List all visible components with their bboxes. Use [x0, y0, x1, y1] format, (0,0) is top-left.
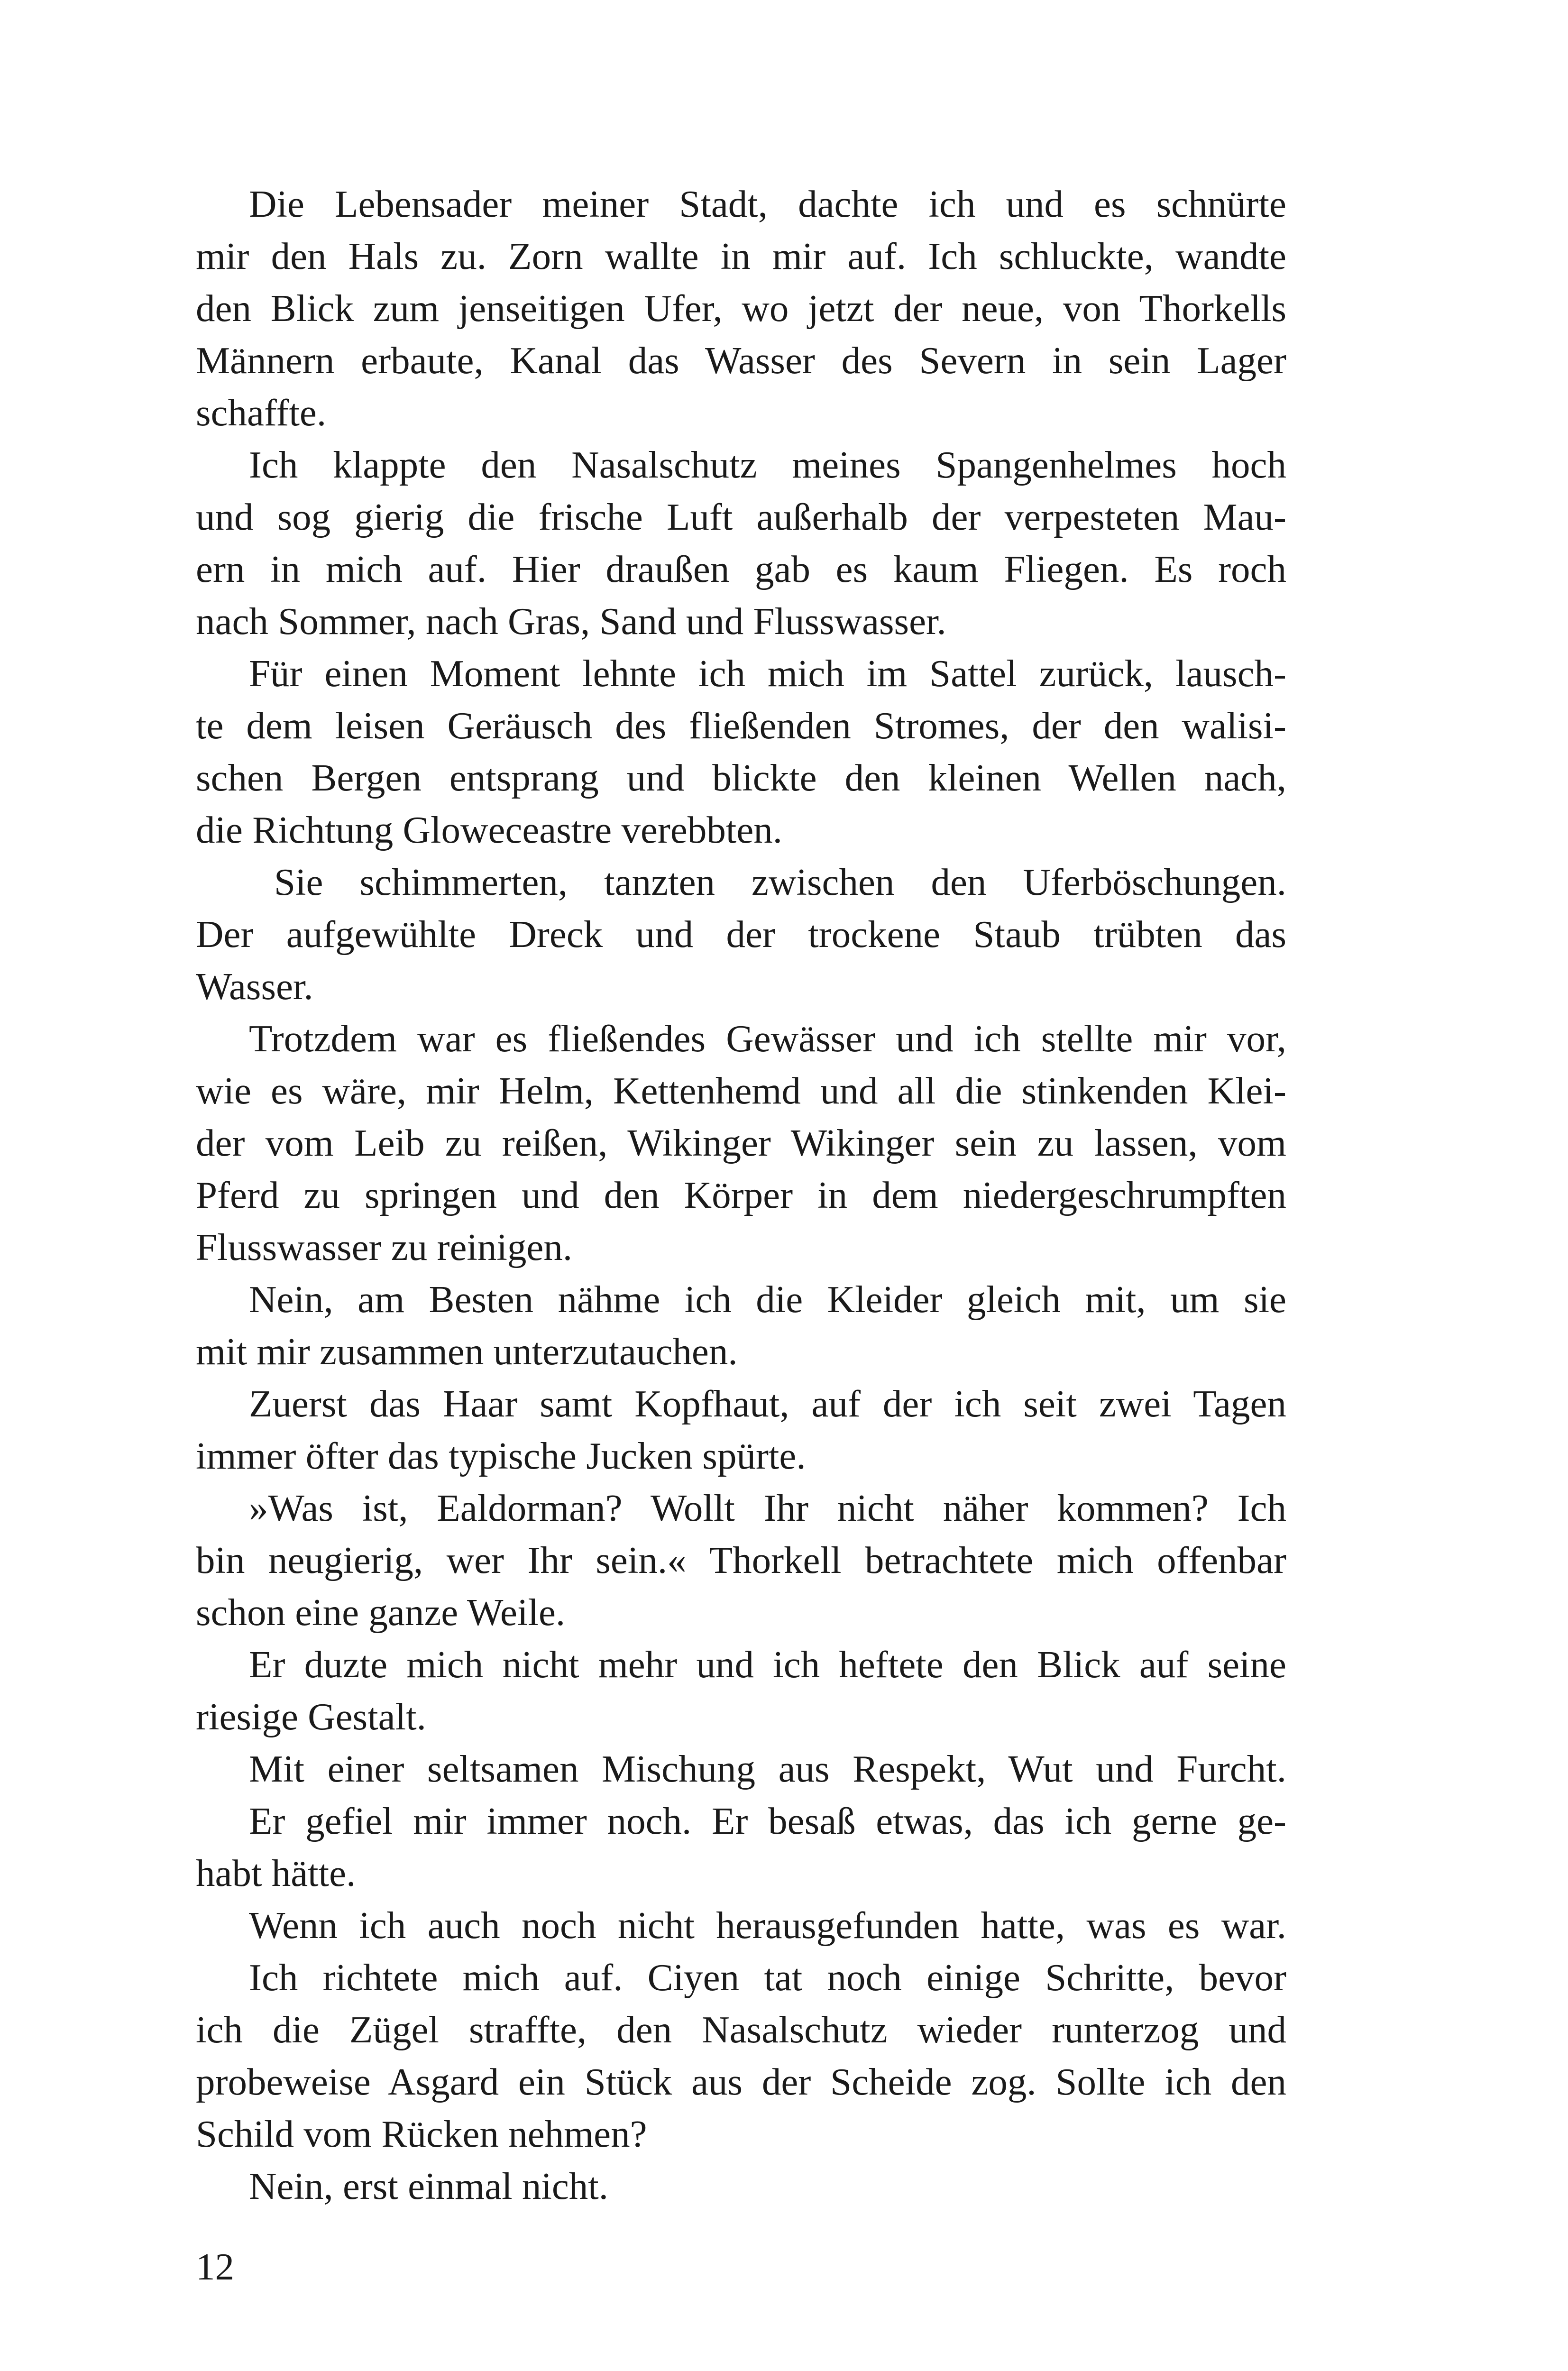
- text-line: wie es wäre, mir Helm, Kettenhemd und all die stinkenden Klei-: [196, 1069, 1286, 1112]
- text-line: nach Sommer, nach Gras, Sand und Flusswasser.: [196, 600, 946, 643]
- page-number: 12: [196, 2245, 234, 2288]
- text-line: Pferd zu springen und den Körper in dem niedergeschrumpften: [196, 1174, 1286, 1216]
- text-line: Schild vom Rücken nehmen?: [196, 2113, 647, 2155]
- text-line: Wenn ich auch noch nicht herausgefunden hatte, was es war.: [249, 1904, 1286, 1947]
- text-line: Mit einer seltsamen Mischung aus Respekt, Wut und Furcht.: [249, 1747, 1286, 1790]
- text-line: ich die Zügel straffte, den Nasalschutz wieder runterzog und: [196, 2008, 1286, 2051]
- text-line: Der aufgewühlte Dreck und der trockene Staub trübten das: [196, 913, 1286, 956]
- text-line: schen Bergen entsprang und blickte den kleinen Wellen nach,: [196, 756, 1286, 799]
- text-line: die Richtung Gloweceastre verebbten.: [196, 809, 783, 851]
- text-line: Er duzte mich nicht mehr und ich heftete den Blick auf seine: [249, 1643, 1286, 1686]
- text-line: Für einen Moment lehnte ich mich im Sattel zurück, lausch-: [249, 652, 1286, 695]
- text-line: schon eine ganze Weile.: [196, 1591, 566, 1634]
- text-line: ern in mich auf. Hier draußen gab es kaum Fliegen. Es roch: [196, 548, 1286, 590]
- text-line: Ich richtete mich auf. Ciyen tat noch einige Schritte, bevor: [249, 1956, 1286, 1999]
- text-line: Zuerst das Haar samt Kopfhaut, auf der ich seit zwei Tagen: [249, 1382, 1286, 1425]
- text-line: mit mir zusammen unterzutauchen.: [196, 1330, 738, 1373]
- text-line: »Was ist, Ealdorman? Wollt Ihr nicht näher kommen? Ich: [249, 1487, 1286, 1529]
- text-line: und sog gierig die frische Luft außerhalb der verpesteten Mau-: [196, 496, 1286, 538]
- text-line: te dem leisen Geräusch des fließenden Stromes, der den walisi-: [196, 704, 1286, 747]
- text-line: habt hätte.: [196, 1852, 356, 1894]
- text-line: Trotzdem war es fließendes Gewässer und ich stellte mir vor,: [249, 1017, 1286, 1060]
- text-line: Wasser.: [196, 965, 313, 1008]
- text-line: Nein, am Besten nähme ich die Kleider gleich mit, um sie: [249, 1278, 1286, 1321]
- text-line: den Blick zum jenseitigen Ufer, wo jetzt der neue, von Thorkells: [196, 287, 1286, 330]
- text-line: probeweise Asgard ein Stück aus der Scheide zog. Sollte ich den: [196, 2060, 1286, 2103]
- text-line: Flusswasser zu reinigen.: [196, 1226, 573, 1268]
- text-line: Nein, erst einmal nicht.: [249, 2165, 609, 2207]
- body-text: [196, 178, 1286, 2212]
- text-line: immer öfter das typische Jucken spürte.: [196, 1434, 806, 1477]
- text-line: Sie schimmerten, tanzten zwischen den Uferböschungen.: [274, 861, 1286, 903]
- text-line: Ich klappte den Nasalschutz meines Spangenhelmes hoch: [249, 443, 1286, 486]
- text-line: Männern erbaute, Kanal das Wasser des Severn in sein Lager: [196, 339, 1286, 382]
- text-line: Er gefiel mir immer noch. Er besaß etwas, das ich gerne ge-: [249, 1800, 1286, 1842]
- text-line: bin neugierig, wer Ihr sein.« Thorkell betrachtete mich offenbar: [196, 1539, 1286, 1581]
- text-line: riesige Gestalt.: [196, 1695, 426, 1738]
- text-line: schaffte.: [196, 391, 327, 434]
- text-line: mir den Hals zu. Zorn wallte in mir auf. Ich schluckte, wandte: [196, 235, 1286, 277]
- text-line: der vom Leib zu reißen, Wikinger Wikinger sein zu lassen, vom: [196, 1121, 1286, 1164]
- text-line: Die Lebensader meiner Stadt, dachte ich und es schnürte: [249, 183, 1286, 225]
